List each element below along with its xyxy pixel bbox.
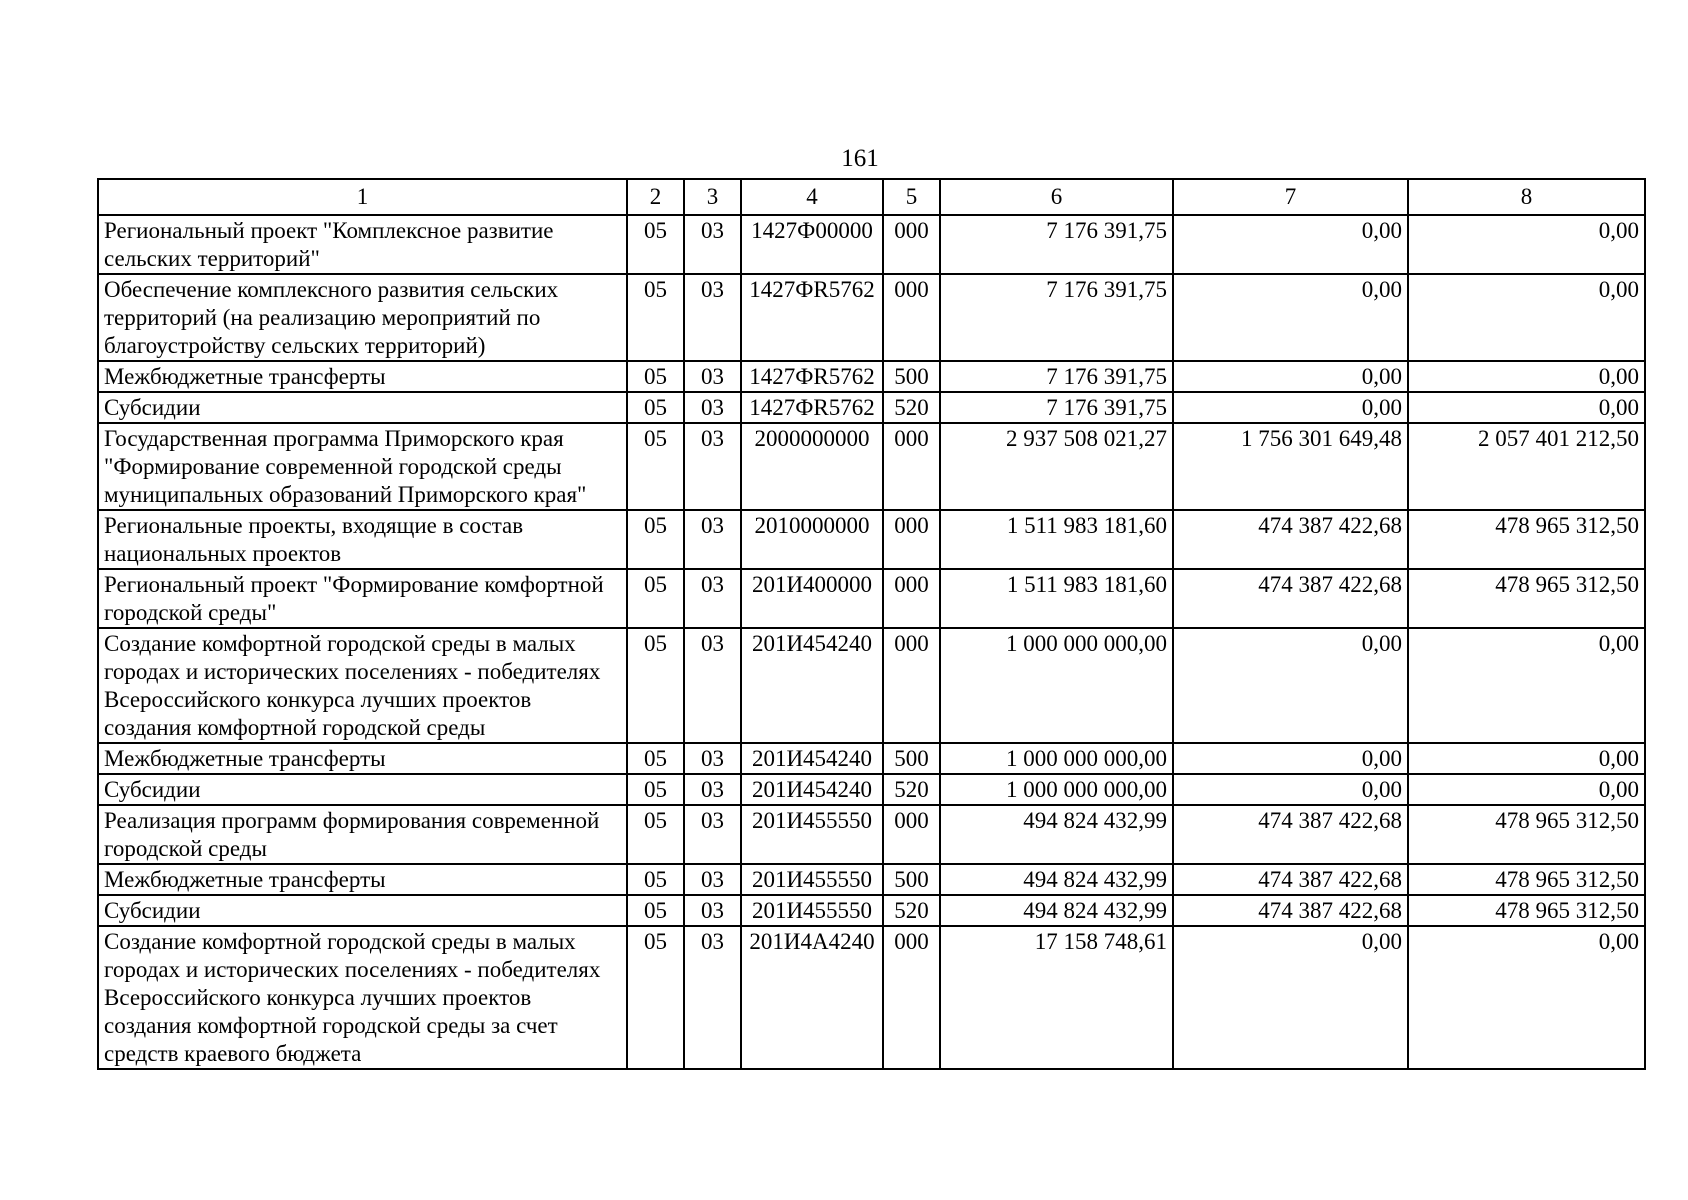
target-article-code: 1427ФR5762: [741, 392, 883, 423]
amount-col-8: 0,00: [1408, 361, 1645, 392]
target-article-code: 201И455550: [741, 805, 883, 864]
target-article-code: 201И400000: [741, 569, 883, 628]
page-number: 161: [841, 145, 879, 172]
target-article-code: 1427ФR5762: [741, 274, 883, 361]
table-row: [98, 510, 1645, 569]
expense-type-code: 000: [883, 423, 940, 510]
amount-col-6: 17 158 748,61: [940, 926, 1173, 1069]
target-article-code: 1427ФR5762: [741, 361, 883, 392]
expense-type-code: 000: [883, 926, 940, 1069]
section-code: 05: [627, 895, 684, 926]
table-row: [98, 569, 1645, 628]
table-row: [98, 926, 1645, 1069]
section-code: 05: [627, 743, 684, 774]
target-article-code: 1427Ф00000: [741, 215, 883, 274]
amount-col-8: 478 965 312,50: [1408, 510, 1645, 569]
item-name: Субсидии: [98, 392, 627, 423]
amount-col-6: 1 511 983 181,60: [940, 569, 1173, 628]
amount-col-7: 0,00: [1173, 926, 1408, 1069]
table-row: [98, 361, 1645, 392]
table-row: [98, 864, 1645, 895]
column-header: 6: [940, 179, 1173, 215]
subsection-code: 03: [684, 215, 741, 274]
amount-col-7: 0,00: [1173, 215, 1408, 274]
section-code: 05: [627, 569, 684, 628]
subsection-code: 03: [684, 423, 741, 510]
section-code: 05: [627, 864, 684, 895]
item-name: Межбюджетные трансферты: [98, 743, 627, 774]
item-name: Обеспечение комплексного развития сельских территорий (на реализацию мероприятий по благоустройству сельских территорий): [98, 274, 627, 361]
target-article-code: 201И455550: [741, 864, 883, 895]
table-row: [98, 774, 1645, 805]
expense-type-code: 520: [883, 392, 940, 423]
subsection-code: 03: [684, 274, 741, 361]
amount-col-8: 0,00: [1408, 743, 1645, 774]
subsection-code: 03: [684, 628, 741, 743]
item-name: Реализация программ формирования современной городской среды: [98, 805, 627, 864]
amount-col-7: 474 387 422,68: [1173, 569, 1408, 628]
table-row: [98, 805, 1645, 864]
amount-col-7: 474 387 422,68: [1173, 895, 1408, 926]
amount-col-7: 1 756 301 649,48: [1173, 423, 1408, 510]
item-name: Региональный проект "Формирование комфортной городской среды": [98, 569, 627, 628]
subsection-code: 03: [684, 805, 741, 864]
table-row: [98, 895, 1645, 926]
amount-col-8: 0,00: [1408, 274, 1645, 361]
amount-col-7: 0,00: [1173, 628, 1408, 743]
amount-col-7: 0,00: [1173, 274, 1408, 361]
amount-col-8: 0,00: [1408, 926, 1645, 1069]
amount-col-6: 7 176 391,75: [940, 361, 1173, 392]
column-header: 7: [1173, 179, 1408, 215]
subsection-code: 03: [684, 895, 741, 926]
amount-col-8: 0,00: [1408, 628, 1645, 743]
target-article-code: 201И454240: [741, 774, 883, 805]
subsection-code: 03: [684, 774, 741, 805]
amount-col-6: 1 511 983 181,60: [940, 510, 1173, 569]
expense-type-code: 000: [883, 569, 940, 628]
table-row: [98, 274, 1645, 361]
expense-type-code: 000: [883, 628, 940, 743]
amount-col-8: 2 057 401 212,50: [1408, 423, 1645, 510]
amount-col-6: 1 000 000 000,00: [940, 628, 1173, 743]
section-code: 05: [627, 361, 684, 392]
table-row: [98, 628, 1645, 743]
amount-col-8: 478 965 312,50: [1408, 864, 1645, 895]
table-row: [98, 743, 1645, 774]
column-header: 4: [741, 179, 883, 215]
amount-col-6: 494 824 432,99: [940, 805, 1173, 864]
target-article-code: 201И455550: [741, 895, 883, 926]
item-name: Государственная программа Приморского края "Формирование современной городской среды муниципальных образований Приморского края": [98, 423, 627, 510]
expense-type-code: 000: [883, 215, 940, 274]
amount-col-7: 0,00: [1173, 743, 1408, 774]
amount-col-7: 474 387 422,68: [1173, 864, 1408, 895]
subsection-code: 03: [684, 926, 741, 1069]
amount-col-6: 494 824 432,99: [940, 864, 1173, 895]
amount-col-6: 494 824 432,99: [940, 895, 1173, 926]
item-name: Региональный проект "Комплексное развитие сельских территорий": [98, 215, 627, 274]
amount-col-7: 0,00: [1173, 774, 1408, 805]
section-code: 05: [627, 510, 684, 569]
item-name: Субсидии: [98, 774, 627, 805]
amount-col-6: 1 000 000 000,00: [940, 774, 1173, 805]
item-name: Субсидии: [98, 895, 627, 926]
expense-type-code: 000: [883, 274, 940, 361]
expense-type-code: 500: [883, 361, 940, 392]
target-article-code: 201И454240: [741, 743, 883, 774]
subsection-code: 03: [684, 361, 741, 392]
amount-col-6: 7 176 391,75: [940, 392, 1173, 423]
table-row: [98, 392, 1645, 423]
amount-col-8: 0,00: [1408, 392, 1645, 423]
target-article-code: 201И4А4240: [741, 926, 883, 1069]
amount-col-6: 1 000 000 000,00: [940, 743, 1173, 774]
amount-col-8: 0,00: [1408, 774, 1645, 805]
target-article-code: 2010000000: [741, 510, 883, 569]
item-name: Создание комфортной городской среды в малых городах и исторических поселениях - победителях Всероссийского конкурса лучших проектов создания комфортной городской среды: [98, 628, 627, 743]
subsection-code: 03: [684, 510, 741, 569]
header-row: [98, 179, 1645, 215]
expense-type-code: 520: [883, 895, 940, 926]
section-code: 05: [627, 215, 684, 274]
section-code: 05: [627, 926, 684, 1069]
amount-col-7: 474 387 422,68: [1173, 805, 1408, 864]
item-name: Создание комфортной городской среды в малых городах и исторических поселениях - победителях Всероссийского конкурса лучших проектов создания комфортной городской среды за счет средств краевого бюджета: [98, 926, 627, 1069]
section-code: 05: [627, 805, 684, 864]
expense-type-code: 000: [883, 805, 940, 864]
subsection-code: 03: [684, 392, 741, 423]
column-header: 3: [684, 179, 741, 215]
amount-col-8: 0,00: [1408, 215, 1645, 274]
amount-col-8: 478 965 312,50: [1408, 895, 1645, 926]
target-article-code: 201И454240: [741, 628, 883, 743]
amount-col-7: 0,00: [1173, 392, 1408, 423]
section-code: 05: [627, 392, 684, 423]
amount-col-8: 478 965 312,50: [1408, 805, 1645, 864]
amount-col-6: 7 176 391,75: [940, 274, 1173, 361]
column-header: 2: [627, 179, 684, 215]
section-code: 05: [627, 628, 684, 743]
subsection-code: 03: [684, 864, 741, 895]
expense-type-code: 500: [883, 864, 940, 895]
item-name: Межбюджетные трансферты: [98, 361, 627, 392]
section-code: 05: [627, 423, 684, 510]
column-header: 1: [98, 179, 627, 215]
expense-type-code: 000: [883, 510, 940, 569]
amount-col-6: 2 937 508 021,27: [940, 423, 1173, 510]
budget-table: [97, 178, 1646, 1070]
amount-col-7: 0,00: [1173, 361, 1408, 392]
table-row: [98, 215, 1645, 274]
subsection-code: 03: [684, 743, 741, 774]
item-name: Региональные проекты, входящие в состав национальных проектов: [98, 510, 627, 569]
amount-col-8: 478 965 312,50: [1408, 569, 1645, 628]
amount-col-7: 474 387 422,68: [1173, 510, 1408, 569]
section-code: 05: [627, 774, 684, 805]
target-article-code: 2000000000: [741, 423, 883, 510]
table-row: [98, 423, 1645, 510]
column-header: 8: [1408, 179, 1645, 215]
expense-type-code: 500: [883, 743, 940, 774]
section-code: 05: [627, 274, 684, 361]
expense-type-code: 520: [883, 774, 940, 805]
amount-col-6: 7 176 391,75: [940, 215, 1173, 274]
column-header: 5: [883, 179, 940, 215]
item-name: Межбюджетные трансферты: [98, 864, 627, 895]
subsection-code: 03: [684, 569, 741, 628]
